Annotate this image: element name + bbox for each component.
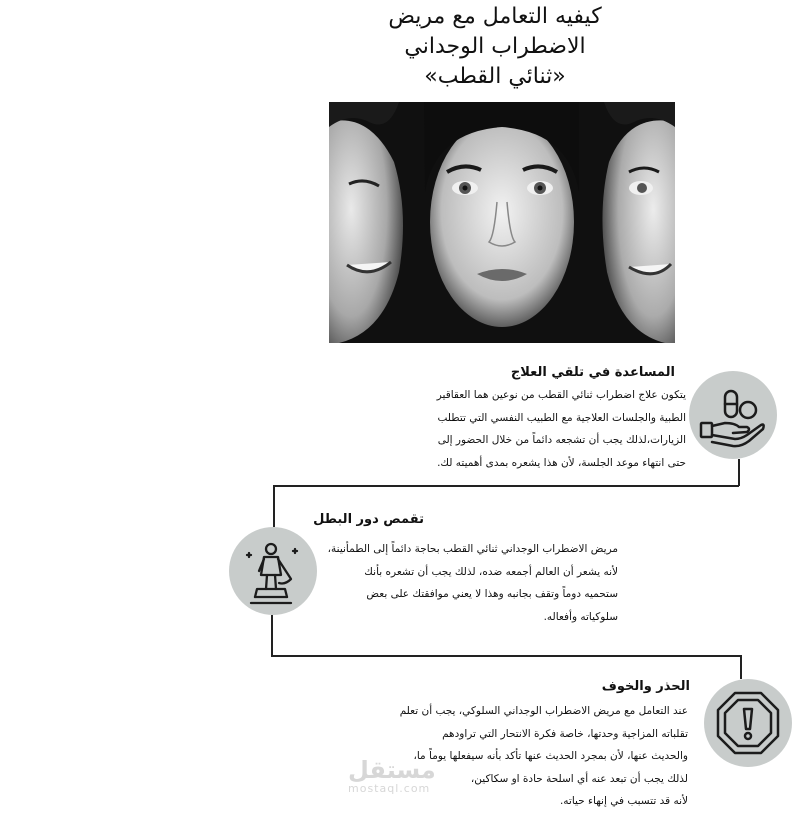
- section-1-line-1: يتكون علاج اضطراب ثنائي القطب من نوعين هما العقاقير: [436, 389, 686, 401]
- connector-line: [740, 655, 742, 679]
- connector-line: [271, 615, 273, 656]
- watermark-logo: [348, 758, 436, 795]
- section-3-line-1: عند التعامل مع مريض الاضطراب الوجداني السلوكي، يجب أن تعلم: [399, 705, 688, 717]
- section-2-line-4: سلوكياته وأفعاله.: [543, 610, 618, 623]
- section-3-line-3: والحديث عنها، لأن بمجرد الحديث عنها تأكد بأنه سيفعلها يوماً ما،: [413, 750, 688, 762]
- watermark-latin: mostaql.com: [348, 782, 431, 795]
- section-3-line-4: لذلك يجب أن تبعد عنه أي اسلحة حادة او سكاكين،: [470, 772, 688, 785]
- title-line-1: كيفيه التعامل مع مريض: [388, 4, 602, 29]
- title-line-3: «ثنائي القطب»: [424, 64, 566, 89]
- connector-line: [271, 655, 741, 657]
- connector-line: [273, 485, 275, 527]
- pills-hand-icon: [689, 371, 777, 459]
- section-1-line-3: الزيارات،لذلك يجب أن تشجعه دائماً من خلال الحضور إلى: [437, 434, 686, 446]
- section-2-line-3: ستحميه دوماً وتقف بجانبه وهذا لا يعني موافقتك على بعض: [366, 588, 618, 600]
- connector-line: [273, 485, 739, 487]
- warning-octagon-icon: [704, 679, 792, 767]
- section-2-title: تقمص دور البطل: [313, 512, 424, 527]
- section-2-line-1: مريض الاضطراب الوجداني ثنائي القطب بحاجة دائماً إلى الطمأنينة،: [327, 543, 618, 555]
- connector-line: [738, 459, 740, 486]
- page-title: [330, 2, 660, 92]
- section-1-text: [437, 384, 686, 474]
- section-3-title: الحذر والخوف: [601, 679, 690, 694]
- three-faces-photo: [329, 102, 675, 343]
- section-2-text: [328, 538, 618, 628]
- section-1-line-4: حتى انتهاء موعد الجلسة، لأن هذا يشعره بمدى أهميته لك.: [437, 456, 686, 469]
- watermark-arabic: مستقل: [348, 756, 436, 784]
- section-1-line-2: الطبية والجلسات العلاجية مع الطبيب النفسي التي تتطلب: [437, 411, 686, 424]
- section-3-line-2: تقلباته المزاجية وحدتها، خاصة فكرة الانتحار التي تراودهم: [442, 727, 688, 740]
- hero-icon: [229, 527, 317, 615]
- section-3-text: [400, 700, 688, 813]
- section-3-line-5: لأنه قد تتسبب في إنهاء حياته.: [559, 795, 688, 807]
- section-2-line-2: لأنه يشعر أن العالم أجمعه ضده، لذلك يجب أن تشعره بأنك: [364, 565, 618, 578]
- section-1-title: المساعدة في تلقي العلاج: [510, 365, 675, 380]
- title-line-2: الاضطراب الوجداني: [404, 34, 586, 59]
